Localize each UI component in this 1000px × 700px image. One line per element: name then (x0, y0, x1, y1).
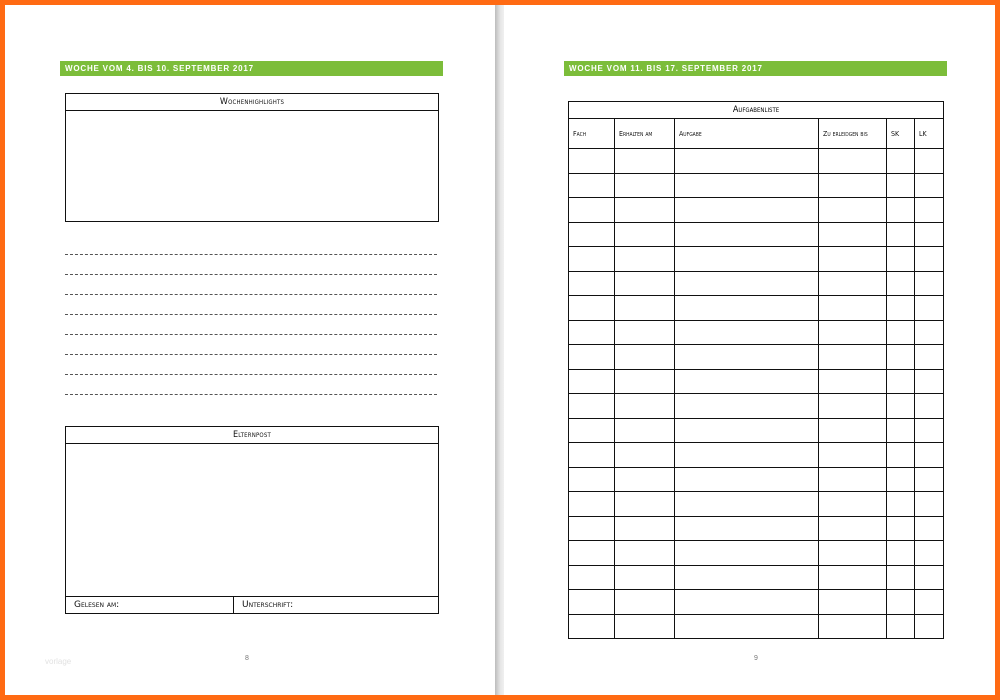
table-cell (915, 394, 944, 419)
note-line (65, 254, 437, 255)
table-cell (887, 296, 915, 321)
column-header-zu-erledigen-bis: Zu erleidgen bis (819, 119, 887, 149)
table-cell (675, 418, 819, 443)
table-cell (819, 590, 887, 615)
signature-row (66, 596, 438, 613)
table-cell (915, 345, 944, 370)
table-cell (887, 565, 915, 590)
column-header-lk: LK (915, 119, 944, 149)
table-cell (819, 198, 887, 223)
table-cell (569, 394, 615, 419)
table-cell (675, 173, 819, 198)
table-cell (569, 247, 615, 272)
table-row (569, 614, 944, 639)
table-cell (615, 271, 675, 296)
table-cell (675, 345, 819, 370)
note-line (65, 374, 437, 375)
page-gutter (495, 5, 504, 695)
table-cell (615, 541, 675, 566)
table-cell (675, 247, 819, 272)
watermark: vorlage (45, 657, 72, 666)
table-row (569, 492, 944, 517)
table-cell (819, 345, 887, 370)
table-cell (675, 590, 819, 615)
table-cell (569, 614, 615, 639)
table-cell (915, 271, 944, 296)
elternpost-box (65, 426, 439, 614)
table-cell (887, 198, 915, 223)
table-cell (915, 467, 944, 492)
table-cell (819, 467, 887, 492)
table-cell (675, 271, 819, 296)
table-cell (887, 394, 915, 419)
page-number: 9 (754, 655, 758, 662)
table-cell (615, 173, 675, 198)
table-cell (887, 149, 915, 174)
table-row (569, 443, 944, 468)
table-cell (887, 369, 915, 394)
column-header-fach: Fach (569, 119, 615, 149)
table-cell (615, 149, 675, 174)
table-cell (675, 369, 819, 394)
table-cell (569, 345, 615, 370)
note-line (65, 334, 437, 335)
table-cell (675, 198, 819, 223)
table-row (569, 173, 944, 198)
table-cell (615, 296, 675, 321)
table-cell (615, 369, 675, 394)
note-line (65, 394, 437, 395)
table-cell (915, 149, 944, 174)
table-cell (569, 271, 615, 296)
table-cell (569, 590, 615, 615)
table-cell (887, 320, 915, 345)
table-cell (569, 149, 615, 174)
note-line (65, 274, 437, 275)
column-header-erhalten-am: Erhalten am (615, 119, 675, 149)
table-cell (915, 541, 944, 566)
table-cell (615, 443, 675, 468)
table-cell (675, 614, 819, 639)
table-cell (819, 614, 887, 639)
table-cell (569, 418, 615, 443)
note-line (65, 354, 437, 355)
table-cell (675, 492, 819, 517)
table-cell (915, 614, 944, 639)
table-cell (887, 345, 915, 370)
table-cell (819, 394, 887, 419)
table-cell (887, 418, 915, 443)
table-cell (569, 222, 615, 247)
table-cell (675, 320, 819, 345)
week-banner: WOCHE VOM 11. BIS 17. SEPTEMBER 2017 (564, 61, 947, 76)
week-banner: WOCHE VOM 4. BIS 10. SEPTEMBER 2017 (60, 61, 443, 76)
table-cell (819, 247, 887, 272)
table-cell (615, 247, 675, 272)
wochenhighlights-box (65, 93, 439, 222)
right-page (504, 5, 995, 695)
table-row (569, 296, 944, 321)
table-cell (615, 345, 675, 370)
table-cell (615, 614, 675, 639)
table-cell (569, 541, 615, 566)
table-cell (887, 271, 915, 296)
table-row (569, 369, 944, 394)
page-number: 8 (245, 655, 249, 662)
table-cell (915, 590, 944, 615)
table-cell (819, 173, 887, 198)
table-cell (819, 541, 887, 566)
table-cell (887, 467, 915, 492)
table-cell (887, 590, 915, 615)
table-cell (675, 443, 819, 468)
table-cell (675, 467, 819, 492)
table-row (569, 320, 944, 345)
table-cell (915, 247, 944, 272)
table-cell (915, 418, 944, 443)
table-cell (819, 443, 887, 468)
table-cell (569, 173, 615, 198)
table-row (569, 541, 944, 566)
table-row (569, 198, 944, 223)
table-cell (675, 296, 819, 321)
gelesen-am-label: Gelesen am: (66, 597, 234, 613)
table-row (569, 345, 944, 370)
header-row (569, 119, 944, 149)
table-cell (819, 369, 887, 394)
table-cell (569, 198, 615, 223)
table-cell (915, 222, 944, 247)
document-spread (5, 5, 995, 695)
table-cell (915, 173, 944, 198)
table-cell (615, 516, 675, 541)
table-cell (569, 320, 615, 345)
table-cell (915, 369, 944, 394)
table-cell (819, 149, 887, 174)
task-rows (569, 149, 944, 639)
table-cell (675, 541, 819, 566)
table-cell (819, 492, 887, 517)
table-cell (915, 492, 944, 517)
table-row (569, 222, 944, 247)
table-cell (675, 516, 819, 541)
table-cell (569, 443, 615, 468)
table-row (569, 467, 944, 492)
left-page (5, 5, 495, 695)
table-cell (615, 590, 675, 615)
table-row (569, 565, 944, 590)
table-cell (615, 492, 675, 517)
table-row (569, 418, 944, 443)
table-cell (887, 492, 915, 517)
table-cell (569, 492, 615, 517)
table-cell (819, 222, 887, 247)
table-cell (615, 222, 675, 247)
table-cell (819, 516, 887, 541)
table-cell (615, 418, 675, 443)
table-row (569, 590, 944, 615)
table-cell (569, 467, 615, 492)
table-row (569, 149, 944, 174)
table-cell (675, 394, 819, 419)
table-cell (915, 516, 944, 541)
note-line (65, 294, 437, 295)
table-cell (915, 565, 944, 590)
note-line (65, 314, 437, 315)
table-row (569, 394, 944, 419)
table-cell (887, 541, 915, 566)
column-header-aufgabe: Aufgabe (675, 119, 819, 149)
table-cell (819, 271, 887, 296)
table-row (569, 247, 944, 272)
table-cell (615, 565, 675, 590)
aufgabenliste-title: Aufgabenliste (569, 102, 944, 119)
elternpost-title: Elternpost (66, 427, 438, 444)
table-cell (915, 443, 944, 468)
table-cell (615, 198, 675, 223)
table-cell (887, 614, 915, 639)
wochenhighlights-title: Wochenhighlights (66, 94, 438, 111)
table-cell (915, 296, 944, 321)
table-row (569, 271, 944, 296)
table-cell (819, 320, 887, 345)
table-row (569, 516, 944, 541)
table-cell (569, 565, 615, 590)
table-cell (819, 296, 887, 321)
table-cell (569, 369, 615, 394)
table-cell (615, 394, 675, 419)
table-cell (615, 320, 675, 345)
unterschrift-label: Unterschrift: (242, 600, 294, 610)
column-header-sk: SK (887, 119, 915, 149)
table-cell (887, 516, 915, 541)
table-cell (887, 247, 915, 272)
table-cell (915, 320, 944, 345)
table-cell (915, 198, 944, 223)
table-cell (819, 565, 887, 590)
table-cell (615, 467, 675, 492)
table-cell (675, 565, 819, 590)
table-cell (887, 222, 915, 247)
table-cell (819, 418, 887, 443)
aufgabenliste-table (568, 101, 944, 639)
table-cell (569, 296, 615, 321)
table-cell (569, 516, 615, 541)
table-cell (675, 149, 819, 174)
table-cell (887, 443, 915, 468)
table-cell (887, 173, 915, 198)
table-cell (675, 222, 819, 247)
